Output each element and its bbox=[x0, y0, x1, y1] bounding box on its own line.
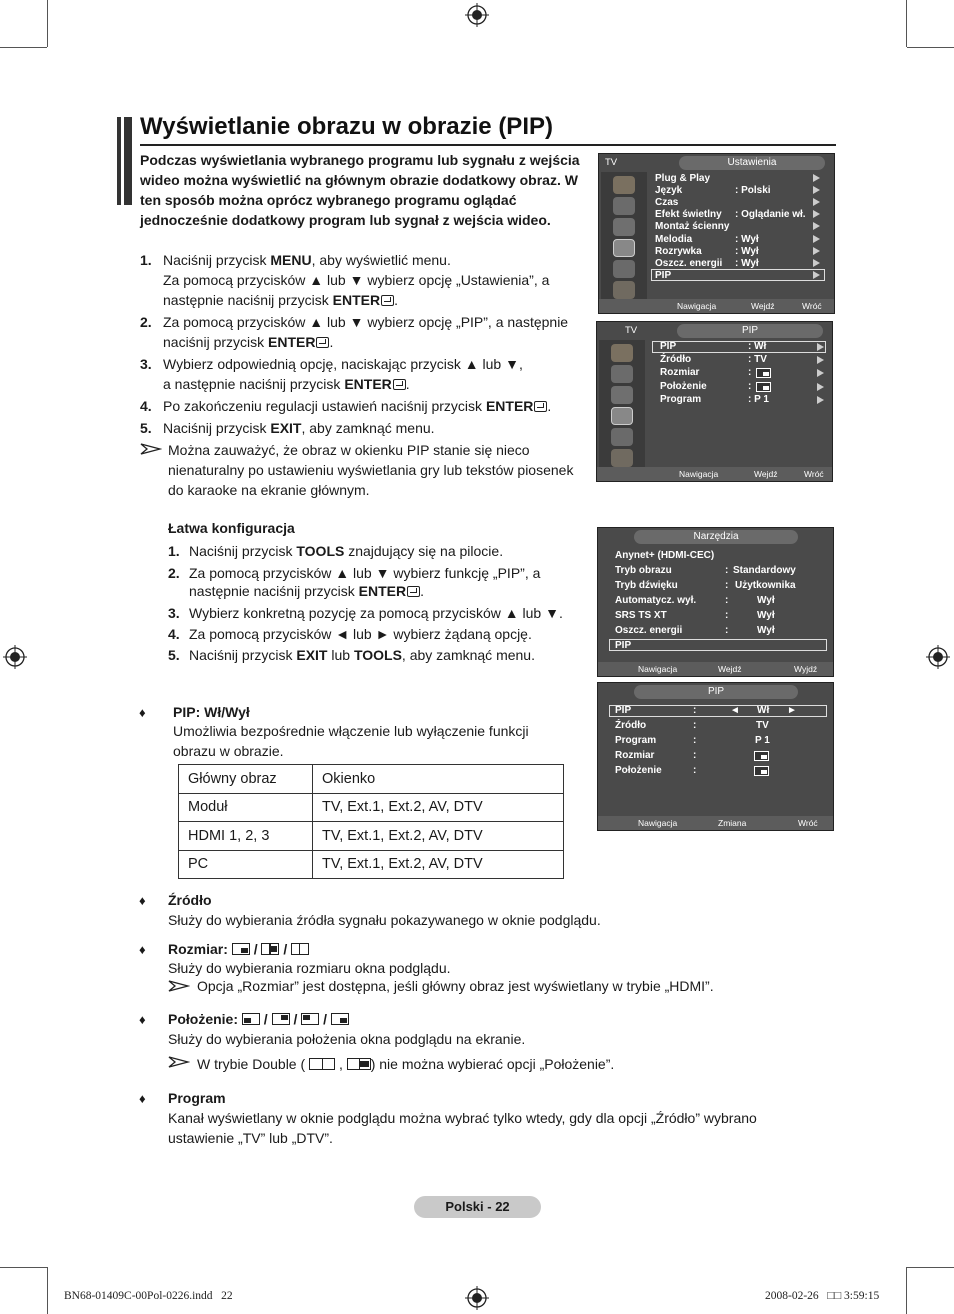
menu-row[interactable]: Czas bbox=[655, 197, 679, 208]
crop-mark bbox=[907, 1267, 954, 1268]
pip-onoff-text: Umożliwia bezpośrednie włączenie lub wyłączenie funkcji obrazu w obrazie. bbox=[173, 723, 529, 759]
position-top-left-icon bbox=[301, 1013, 319, 1025]
bullet-icon: ♦ bbox=[139, 942, 146, 957]
note-arrow-icon bbox=[140, 443, 162, 455]
menu-row[interactable]: Położenie : bbox=[660, 381, 707, 392]
program-heading: Program bbox=[168, 1090, 226, 1106]
menu-row[interactable]: Położenie : bbox=[615, 765, 830, 776]
menu-row[interactable]: Automatycz. wył. : Wył bbox=[615, 595, 775, 606]
menu-row-selected[interactable]: PIP : Wł bbox=[660, 341, 767, 352]
double-mode-alt-icon bbox=[347, 1058, 371, 1070]
double-mode-icon bbox=[309, 1058, 335, 1070]
menu-footer: Nawigacja Wejdź Wróć bbox=[599, 299, 834, 313]
menu-row[interactable]: SRS TS XT : Wył bbox=[615, 610, 775, 621]
registration-mark-icon bbox=[465, 3, 489, 27]
tv-menu-settings: TV Ustawienia Plug & Play Język : Polski Czas Efekt świetlny : Oglądanie wł. Montaż ścienny Melodia : Wył Rozrywka : Wył Oszcz. energii : Wył PIP Nawigacja Wejdź Wróć bbox=[598, 153, 835, 314]
menu-row[interactable]: Montaż ścienny bbox=[655, 221, 730, 232]
table-row: HDMI 1, 2, 3 TV, Ext.1, Ext.2, AV, DTV bbox=[179, 822, 564, 851]
footer-timestamp: 2008-02-26 □□ 3:59:15 bbox=[765, 1290, 880, 1302]
position-bottom-left-icon bbox=[242, 1013, 260, 1025]
title-underline bbox=[140, 144, 836, 146]
picture-icon bbox=[613, 176, 635, 194]
menu-row[interactable]: Program : P 1 bbox=[660, 394, 769, 405]
position-note: W trybie Double ( , ) nie można wybierać opcji „Położenie”. bbox=[197, 1056, 615, 1072]
registration-mark-icon bbox=[465, 1286, 489, 1310]
enter-icon bbox=[381, 295, 394, 306]
menu-row[interactable]: Efekt świetlny : Oglądanie wł. bbox=[655, 209, 806, 220]
easy-step-2: 2. Za pomocą przycisków ▲ lub ▼ wybierz funkcję „PIP”, a następnie naciśnij przycisk ENTER . bbox=[168, 565, 541, 599]
enter-icon bbox=[316, 337, 329, 348]
size-double-equal-icon bbox=[291, 943, 309, 955]
setup-icon bbox=[613, 239, 635, 257]
input-icon bbox=[611, 428, 633, 446]
menu-row[interactable]: Anynet+ (HDMI-CEC) bbox=[615, 550, 715, 561]
position-top-right-icon bbox=[272, 1013, 290, 1025]
menu-row[interactable]: Plug & Play bbox=[655, 173, 711, 184]
program-text: Kanał wyświetlany w oknie podglądu można wybrać tylko wtedy, gdy dla opcji „Źródło” wybrano ustawienie „TV” lub „DTV”. bbox=[168, 1110, 757, 1146]
menu-selection bbox=[651, 269, 825, 281]
input-icon bbox=[613, 260, 635, 278]
menu-header: PIP bbox=[677, 324, 823, 338]
easy-setup-heading: Łatwa konfiguracja bbox=[168, 520, 295, 536]
sound-icon bbox=[613, 197, 635, 215]
note-karaoke: Można zauważyć, że obraz w okienku PIP stanie się nieco nienaturalny po ustawieniu wyświetlania gry lub tekstów piosenek do karaoke na ekranie głównym. bbox=[168, 442, 574, 498]
bullet-icon: ♦ bbox=[139, 705, 146, 720]
menu-row-selected[interactable]: PIP bbox=[615, 640, 632, 651]
tools-menu bbox=[597, 527, 834, 677]
sound-icon bbox=[611, 365, 633, 383]
step-3: 3. Wybierz odpowiednią opcję, naciskając przycisk ▲ lub ▼, a następnie naciśnij przycisk ENTER . bbox=[140, 356, 523, 392]
menu-row[interactable]: Źródło : TV bbox=[615, 720, 769, 731]
crop-mark bbox=[0, 1267, 47, 1268]
source-text: Służy do wybierania źródła sygnału pokazywanego w oknie podglądu. bbox=[168, 912, 601, 928]
tools-pip-menu bbox=[597, 682, 834, 831]
menu-footer: Nawigacja Zmiana Wróć bbox=[598, 816, 833, 830]
registration-mark-icon bbox=[3, 645, 27, 669]
easy-step-5: 5. Naciśnij przycisk EXIT lub TOOLS, aby zamknąć menu. bbox=[168, 647, 535, 663]
size-double-icon bbox=[261, 943, 279, 955]
menu-sidebar bbox=[601, 172, 647, 300]
crop-mark bbox=[47, 1267, 48, 1314]
source-heading: Źródło bbox=[168, 892, 212, 908]
menu-row[interactable]: Oszcz. energii : Wył bbox=[655, 258, 759, 269]
easy-step-3: 3. Wybierz konkretną pozycję za pomocą przycisków ▲ lub ▼. bbox=[168, 605, 563, 621]
step-5: 5. Naciśnij przycisk EXIT, aby zamknąć menu. bbox=[140, 420, 435, 436]
crop-mark bbox=[906, 1267, 907, 1314]
size-text: Służy do wybierania rozmiaru okna podglądu. bbox=[168, 960, 451, 976]
picture-icon bbox=[611, 344, 633, 362]
page-title: Wyświetlanie obrazu w obrazie (PIP) bbox=[140, 113, 553, 140]
table-row: Główny obraz Okienko bbox=[179, 765, 564, 794]
enter-icon bbox=[393, 379, 406, 390]
menu-row[interactable]: Źródło : TV bbox=[660, 354, 767, 365]
bullet-icon: ♦ bbox=[139, 1091, 146, 1106]
step-1: 1. Naciśnij przycisk MENU, aby wyświetlić menu. Za pomocą przycisków ▲ lub ▼ wybierz opcję „Ustawienia”, a następnie naciśnij przycisk ENTER . bbox=[140, 252, 550, 308]
step-2: 2. Za pomocą przycisków ▲ lub ▼ wybierz opcję „PIP”, a następnie naciśnij przycisk ENTER . bbox=[140, 314, 569, 350]
channel-icon bbox=[611, 386, 633, 404]
page-number: Polski - 22 bbox=[414, 1196, 541, 1218]
note-arrow-icon bbox=[168, 1056, 190, 1068]
crop-mark bbox=[907, 47, 954, 48]
channel-icon bbox=[613, 218, 635, 236]
menu-footer: Nawigacja Wejdź Wyjdź bbox=[598, 662, 833, 676]
tv-menu-pip: TV PIP PIP : Wł Źródło : TV Rozmiar : Położenie : Program : P 1 Nawigacja Wejdź Wróć bbox=[596, 321, 833, 482]
menu-row-selected[interactable]: PIP bbox=[655, 270, 672, 281]
size-small-icon bbox=[232, 943, 250, 955]
footer-filename: BN68-01409C-00Pol-0226.indd 22 bbox=[64, 1290, 233, 1302]
menu-header: Narzędzia bbox=[634, 530, 798, 544]
application-icon bbox=[613, 281, 635, 299]
table-row: PC TV, Ext.1, Ext.2, AV, DTV bbox=[179, 850, 564, 879]
menu-row-selected[interactable]: PIP : ◄ Wł ► bbox=[615, 705, 797, 716]
size-heading: Rozmiar: / / bbox=[168, 941, 309, 957]
menu-row[interactable]: Język : Polski bbox=[655, 185, 771, 196]
size-note: Opcja „Rozmiar” jest dostępna, jeśli główny obraz jest wyświetlany w trybie „HDMI”. bbox=[197, 978, 714, 994]
position-heading: Położenie: / / / bbox=[168, 1011, 349, 1027]
menu-row[interactable]: Rozmiar : bbox=[615, 750, 830, 761]
note-arrow-icon bbox=[168, 980, 190, 992]
source-table bbox=[178, 764, 564, 879]
menu-row[interactable]: Melodia : Wył bbox=[655, 234, 759, 245]
crop-mark bbox=[0, 47, 47, 48]
menu-row[interactable]: Oszcz. energii : Wył bbox=[615, 625, 775, 636]
menu-selection bbox=[609, 639, 827, 651]
application-icon bbox=[611, 449, 633, 467]
position-text: Służy do wybierania położenia okna podglądu na ekranie. bbox=[168, 1031, 526, 1047]
menu-row[interactable]: Tryb dźwięku : Użytkownika bbox=[615, 580, 796, 591]
bullet-icon: ♦ bbox=[139, 893, 146, 908]
menu-header: Ustawienia bbox=[679, 156, 825, 170]
step-4: 4. Po zakończeniu regulacji ustawień naciśnij przycisk ENTER . bbox=[140, 398, 552, 414]
menu-row[interactable]: Rozrywka : Wył bbox=[655, 246, 759, 257]
table-row: Moduł TV, Ext.1, Ext.2, AV, DTV bbox=[179, 793, 564, 822]
easy-step-4: 4. Za pomocą przycisków ◄ lub ► wybierz żądaną opcję. bbox=[168, 626, 532, 642]
crop-mark bbox=[47, 0, 48, 47]
menu-row[interactable]: Rozmiar : bbox=[660, 367, 699, 378]
intro-paragraph: Podczas wyświetlania wybranego programu lub sygnału z wejścia wideo można wyświetlić na głównym obrazie dodatkowy obraz. W ten sposób można oprócz wybranego programu oglądać jednocześnie dodatkowy program lub sygnał z wejścia wideo. bbox=[140, 152, 580, 228]
enter-icon bbox=[534, 401, 547, 412]
menu-sidebar bbox=[599, 340, 645, 468]
menu-row[interactable]: Program : P 1 bbox=[615, 735, 770, 746]
easy-step-1: 1. Naciśnij przycisk TOOLS znajdujący się na pilocie. bbox=[168, 543, 504, 559]
crop-mark bbox=[906, 0, 907, 47]
pip-onoff-heading: PIP: Wł/Wył bbox=[173, 704, 250, 720]
menu-row[interactable]: Tryb obrazu : Standardowy bbox=[615, 565, 796, 576]
position-bottom-right-icon bbox=[331, 1013, 349, 1025]
menu-footer: Nawigacja Wejdź Wróć bbox=[597, 467, 832, 481]
registration-mark-icon bbox=[926, 645, 950, 669]
menu-selection bbox=[652, 341, 826, 353]
menu-header: PIP bbox=[634, 685, 798, 699]
setup-icon bbox=[611, 407, 633, 425]
bullet-icon: ♦ bbox=[139, 1012, 146, 1027]
enter-icon bbox=[407, 586, 420, 597]
